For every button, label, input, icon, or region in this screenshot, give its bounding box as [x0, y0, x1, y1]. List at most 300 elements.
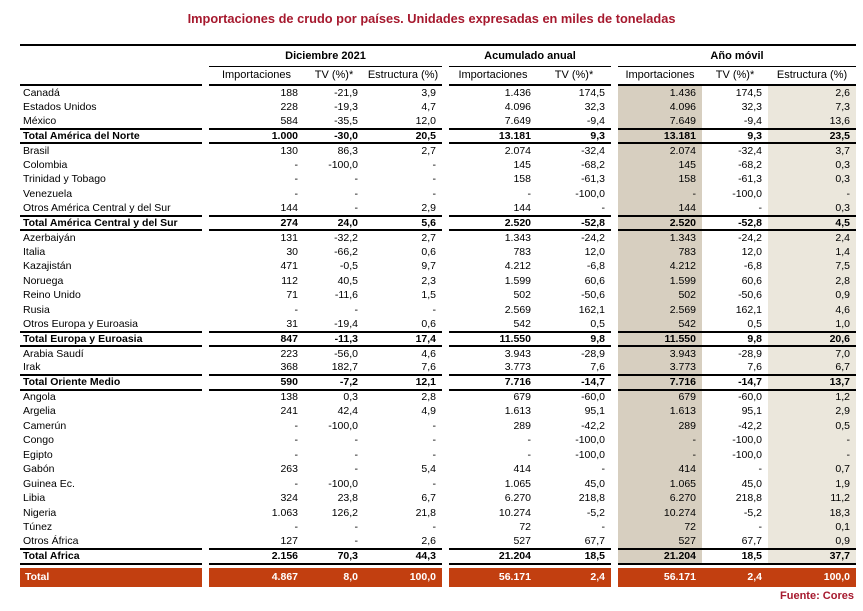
column-gap: [202, 66, 209, 85]
cell: -: [618, 187, 702, 202]
cell: 9,8: [702, 332, 768, 347]
column-gap: [202, 172, 209, 187]
column-gap: [442, 259, 449, 274]
cell: -50,6: [581, 289, 605, 302]
cell: -28,9: [581, 347, 605, 360]
column-gap: [202, 45, 209, 66]
cell: -: [432, 419, 436, 432]
column-gap: [611, 114, 618, 129]
cell: 13.181: [618, 129, 702, 144]
col-header-acum-tv: TV (%)*: [537, 66, 611, 85]
cell: 23,8: [337, 492, 358, 505]
column-gap: [442, 274, 449, 289]
cell: 8,0: [304, 568, 364, 587]
cell: 9,3: [537, 129, 611, 144]
cell: -: [294, 303, 298, 316]
column-gap: [611, 158, 618, 173]
cell: 9,8: [537, 332, 611, 347]
cell: -: [768, 187, 856, 202]
cell: 13,6: [768, 114, 856, 129]
column-gap: [442, 549, 449, 564]
cell: -: [354, 463, 358, 476]
label-column-subheader: [20, 66, 202, 85]
row-label: Total Europa y Euroasia: [20, 332, 202, 347]
column-gap: [202, 535, 209, 550]
row-label: Azerbaiyán: [23, 231, 76, 244]
column-gap: [202, 114, 209, 129]
row-label: Otros Europa y Euroasia: [23, 317, 138, 330]
row-label: Total América Central y del Sur: [20, 216, 202, 231]
cell: 679: [618, 390, 702, 405]
cell: -: [432, 434, 436, 447]
cell: -60,0: [581, 391, 605, 404]
column-gap: [202, 568, 209, 587]
column-gap: [442, 491, 449, 506]
row-label: Túnez: [23, 521, 53, 534]
cell: 4,6: [768, 303, 856, 318]
row-label: Reino Unido: [23, 289, 81, 302]
column-gap: [202, 448, 209, 463]
column-gap: [611, 100, 618, 115]
column-gap: [611, 506, 618, 521]
column-gap: [202, 259, 209, 274]
cell: 414: [513, 463, 531, 476]
cell: -: [354, 535, 358, 548]
cell: 144: [513, 201, 531, 214]
cell: -14,7: [702, 375, 768, 390]
column-gap: [442, 477, 449, 492]
column-gap: [442, 85, 449, 100]
cell: -0,5: [339, 260, 358, 273]
cell: 37,7: [768, 549, 856, 564]
cell: 71: [286, 289, 298, 302]
cell: 0,7: [768, 462, 856, 477]
cell: 11,2: [768, 491, 856, 506]
cell: 23,5: [768, 129, 856, 144]
cell: 2.569: [504, 303, 531, 316]
cell: -: [294, 434, 298, 447]
column-gap: [442, 535, 449, 550]
cell: 0,3: [343, 391, 358, 404]
cell: -100,0: [732, 187, 762, 200]
cell: -68,2: [738, 158, 762, 171]
cell: 60,6: [741, 274, 762, 287]
cell: -60,0: [738, 391, 762, 404]
row-label: Colombia: [23, 158, 68, 171]
column-gap: [442, 520, 449, 535]
cell: 1,5: [421, 289, 436, 302]
column-gap: [611, 549, 618, 564]
cell: 44,3: [364, 549, 442, 564]
row-label: Noruega: [23, 274, 64, 287]
cell: 32,3: [584, 100, 605, 113]
cell: 174,5: [578, 86, 605, 99]
cell: -: [294, 521, 298, 534]
cell: 0,5: [747, 317, 762, 330]
column-gap: [202, 201, 209, 216]
table-row: [20, 143, 856, 158]
row-label: Nigeria: [23, 506, 57, 519]
column-gap: [611, 433, 618, 448]
group-header-row: [20, 45, 856, 66]
cell: 502: [513, 289, 531, 302]
cell: 0,3: [768, 158, 856, 173]
label-column-header: [20, 45, 202, 66]
cell: -: [432, 303, 436, 316]
row-label: Libia: [23, 492, 46, 505]
column-gap: [611, 245, 618, 260]
cell: 2,4: [537, 568, 611, 587]
cell: -11,3: [304, 332, 364, 347]
row-label: Camerún: [23, 419, 67, 432]
cell: 218,8: [735, 492, 762, 505]
cell: 2,8: [768, 274, 856, 289]
cell: 4.096: [504, 100, 531, 113]
row-label: Total Oriente Medio: [20, 375, 202, 390]
column-gap: [442, 433, 449, 448]
row-label: Canadá: [23, 86, 60, 99]
table-row: [20, 390, 856, 405]
cell: 2,7: [421, 231, 436, 244]
cell: 56.171: [449, 568, 537, 587]
cell: -24,2: [581, 231, 605, 244]
cell: -68,2: [581, 158, 605, 171]
cell: -: [354, 448, 358, 461]
column-gap: [611, 404, 618, 419]
column-gap: [202, 187, 209, 202]
cell: 4,6: [421, 347, 436, 360]
column-gap: [202, 346, 209, 361]
column-gap: [611, 419, 618, 434]
table-row: [20, 172, 856, 187]
cell: 324: [280, 492, 298, 505]
cell: 130: [280, 144, 298, 157]
cell: 2,6: [768, 85, 856, 100]
cell: -: [294, 187, 298, 200]
column-gap: [611, 259, 618, 274]
cell: -35,5: [334, 114, 358, 127]
cell: 2.074: [504, 144, 531, 157]
column-gap: [202, 375, 209, 390]
cell: 32,3: [741, 100, 762, 113]
cell: 542: [618, 317, 702, 332]
table-header: [20, 45, 856, 85]
row-label: Venezuela: [23, 187, 73, 200]
cell: -: [354, 434, 358, 447]
cell: 218,8: [578, 492, 605, 505]
column-gap: [202, 85, 209, 100]
cell: -: [432, 158, 436, 171]
table-row: [20, 245, 856, 260]
grand-total-row: [20, 568, 856, 587]
col-header-dic-estructura: Estructura (%): [364, 66, 442, 85]
column-gap: [202, 477, 209, 492]
table-row: [20, 85, 856, 100]
cell: 12,0: [741, 245, 762, 258]
cell: -52,8: [537, 216, 611, 231]
cell: 847: [209, 332, 304, 347]
table-row: [20, 288, 856, 303]
column-gap: [442, 390, 449, 405]
column-gap: [611, 535, 618, 550]
cell: 7.716: [618, 375, 702, 390]
cell: 4,7: [421, 100, 436, 113]
column-gap: [442, 172, 449, 187]
cell: -: [527, 434, 531, 447]
cell: -42,2: [581, 419, 605, 432]
cell: -: [354, 201, 358, 214]
cell: 0,5: [590, 317, 605, 330]
cell: 7,6: [421, 361, 436, 374]
cell: -7,2: [304, 375, 364, 390]
cell: 21.204: [449, 549, 537, 564]
cell: 7,5: [768, 259, 856, 274]
cell: 0,3: [768, 201, 856, 216]
column-gap: [202, 361, 209, 376]
cell: 783: [618, 245, 702, 260]
cell: 2,4: [768, 230, 856, 245]
cell: 4.212: [618, 259, 702, 274]
cell: 145: [618, 158, 702, 173]
cell: 584: [280, 114, 298, 127]
cell: 223: [280, 347, 298, 360]
cell: -100,0: [732, 434, 762, 447]
column-gap: [442, 216, 449, 231]
table-row: [20, 317, 856, 332]
col-header-dic-tv: TV (%)*: [304, 66, 364, 85]
cell: -5,2: [586, 506, 605, 519]
cell: -24,2: [738, 231, 762, 244]
column-gap: [202, 158, 209, 173]
group-header-ano-movil: Año móvil: [618, 45, 856, 66]
column-gap: [442, 506, 449, 521]
column-gap: [202, 274, 209, 289]
column-gap: [442, 114, 449, 129]
cell: 20,5: [364, 129, 442, 144]
col-header-acum-importaciones: Importaciones: [449, 66, 537, 85]
cell: -: [432, 173, 436, 186]
column-gap: [202, 419, 209, 434]
cell: 10.274: [618, 506, 702, 521]
cell: 0,6: [421, 317, 436, 330]
cell: 86,3: [337, 144, 358, 157]
column-gap: [611, 143, 618, 158]
cell: -: [294, 477, 298, 490]
row-label: Kazajistán: [23, 260, 72, 273]
row-label: Total: [20, 568, 202, 587]
cell: 60,6: [584, 274, 605, 287]
cell: 45,0: [584, 477, 605, 490]
cell: -: [527, 448, 531, 461]
subtotal-row: [20, 332, 856, 347]
cell: -: [618, 433, 702, 448]
cell: 4,5: [768, 216, 856, 231]
cell: 289: [513, 419, 531, 432]
cell: 2,3: [421, 274, 436, 287]
column-gap: [442, 230, 449, 245]
table-row: [20, 274, 856, 289]
column-gap: [202, 317, 209, 332]
cell: 2,9: [768, 404, 856, 419]
table-row: [20, 491, 856, 506]
column-gap: [442, 462, 449, 477]
cell: 1.599: [504, 274, 531, 287]
cell: 2.520: [449, 216, 537, 231]
table-row: [20, 230, 856, 245]
cell: 30: [286, 245, 298, 258]
column-gap: [202, 245, 209, 260]
cell: -: [294, 173, 298, 186]
table-body: [20, 85, 856, 587]
cell: 3.943: [504, 347, 531, 360]
column-gap: [611, 45, 618, 66]
column-gap: [611, 172, 618, 187]
cell: 162,1: [735, 303, 762, 316]
column-gap: [442, 419, 449, 434]
cell: -: [294, 448, 298, 461]
cell: 11.550: [449, 332, 537, 347]
column-gap: [611, 303, 618, 318]
cell: 1,2: [768, 390, 856, 405]
cell: 158: [513, 173, 531, 186]
table-row: [20, 520, 856, 535]
cell: 1.343: [504, 231, 531, 244]
cell: -: [618, 448, 702, 463]
column-gap: [202, 404, 209, 419]
cell: -50,6: [738, 289, 762, 302]
column-gap: [611, 477, 618, 492]
table-row: [20, 346, 856, 361]
subtotal-row: [20, 216, 856, 231]
column-gap: [611, 66, 618, 85]
cell: -52,8: [702, 216, 768, 231]
column-gap: [442, 66, 449, 85]
cell: 0,1: [768, 520, 856, 535]
cell: 7,0: [768, 346, 856, 361]
cell: 263: [280, 463, 298, 476]
cell: -100,0: [328, 158, 358, 171]
column-gap: [442, 346, 449, 361]
column-gap: [442, 245, 449, 260]
cell: 1.343: [618, 230, 702, 245]
cell: 18,5: [537, 549, 611, 564]
cell: -6,8: [586, 260, 605, 273]
cell: 40,5: [337, 274, 358, 287]
cell: 7,6: [590, 361, 605, 374]
cell: 1,9: [768, 477, 856, 492]
cell: 590: [209, 375, 304, 390]
cell: -14,7: [537, 375, 611, 390]
col-header-dic-importaciones: Importaciones: [209, 66, 304, 85]
column-gap: [202, 332, 209, 347]
cell: 162,1: [578, 303, 605, 316]
cell: 20,6: [768, 332, 856, 347]
cell: 471: [280, 260, 298, 273]
column-gap: [611, 288, 618, 303]
cell: 10.274: [498, 506, 531, 519]
cell: -: [601, 463, 605, 476]
col-header-movil-importaciones: Importaciones: [618, 66, 702, 85]
column-gap: [611, 346, 618, 361]
table-row: [20, 158, 856, 173]
column-gap: [442, 361, 449, 376]
cell: 21.204: [618, 549, 702, 564]
column-gap: [611, 85, 618, 100]
column-gap: [202, 100, 209, 115]
cell: 95,1: [741, 405, 762, 418]
row-label: Trinidad y Tobago: [23, 173, 106, 186]
column-gap: [442, 317, 449, 332]
cell: 414: [618, 462, 702, 477]
cell: 144: [618, 201, 702, 216]
cell: -: [294, 419, 298, 432]
column-gap: [442, 187, 449, 202]
row-label: Congo: [23, 434, 54, 447]
cell: 3.773: [504, 361, 531, 374]
column-gap: [442, 568, 449, 587]
cell: 67,7: [584, 535, 605, 548]
column-gap: [442, 158, 449, 173]
group-header-diciembre: Diciembre 2021: [209, 45, 442, 66]
table-row: [20, 448, 856, 463]
cell: 274: [209, 216, 304, 231]
column-gap: [202, 390, 209, 405]
cell: 2,4: [702, 568, 768, 587]
cell: -: [758, 201, 762, 214]
page-title: Importaciones de crudo por países. Unidades expresadas en miles de toneladas: [187, 11, 676, 26]
cell: -: [758, 521, 762, 534]
cell: 2.156: [209, 549, 304, 564]
cell: -66,2: [334, 245, 358, 258]
cell: 70,3: [304, 549, 364, 564]
cell: 182,7: [331, 361, 358, 374]
subtotal-row: [20, 549, 856, 564]
table-row: [20, 535, 856, 550]
cell: -: [432, 477, 436, 490]
cell: 4,9: [421, 405, 436, 418]
cell: 502: [618, 288, 702, 303]
col-header-movil-estructura: Estructura (%): [768, 66, 856, 85]
cell: 0,9: [768, 288, 856, 303]
column-gap: [611, 462, 618, 477]
table-row: [20, 187, 856, 202]
cell: -32,4: [738, 144, 762, 157]
cell: 126,2: [331, 506, 358, 519]
cell: 13.181: [449, 129, 537, 144]
table-row: [20, 100, 856, 115]
cell: 1.613: [504, 405, 531, 418]
column-gap: [611, 129, 618, 144]
cell: -: [354, 187, 358, 200]
cell: 0,5: [768, 419, 856, 434]
col-header-movil-tv: TV (%)*: [702, 66, 768, 85]
cell: -9,4: [586, 114, 605, 127]
cell: -100,0: [328, 419, 358, 432]
table-row: [20, 259, 856, 274]
cell: 11.550: [618, 332, 702, 347]
cell: -6,8: [743, 260, 762, 273]
cell: 9,3: [702, 129, 768, 144]
table-row: [20, 506, 856, 521]
source-label: Fuente: Cores: [780, 590, 854, 602]
column-gap: [611, 448, 618, 463]
column-gap: [611, 361, 618, 376]
cell: 12,1: [364, 375, 442, 390]
cell: -: [768, 433, 856, 448]
column-gap: [442, 129, 449, 144]
cell: 4.867: [209, 568, 304, 587]
cell: -100,0: [732, 448, 762, 461]
